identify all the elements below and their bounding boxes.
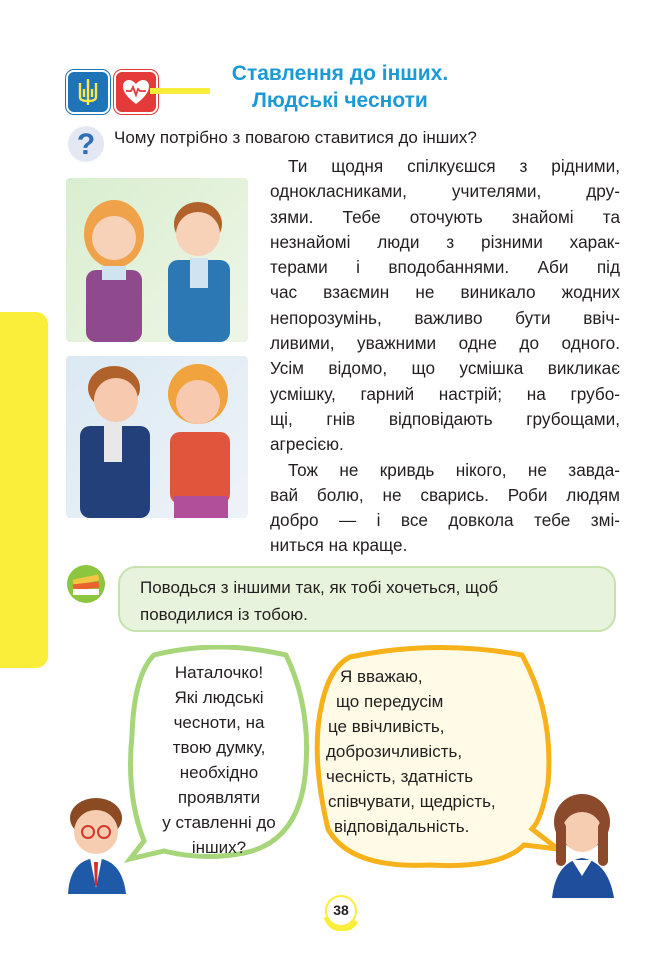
text-line: ливими, уважними одне до одного. bbox=[270, 333, 620, 354]
question-text: Чому потрібно з повагою ставитися до інших? bbox=[114, 128, 477, 147]
text-line: Усім відомо, що усмішка викликає bbox=[270, 358, 620, 379]
bubble-left-text bbox=[140, 660, 298, 860]
bubble-right-line: співчувати, щедрість, bbox=[328, 792, 496, 811]
illustration-arguing-kids bbox=[66, 356, 248, 518]
text-line: незнайомі люди з різними харак- bbox=[270, 231, 620, 252]
text-line: щі, гнів відповідають грубощами, bbox=[270, 408, 620, 429]
bubble-left-line: чесноти, на bbox=[173, 713, 265, 732]
text-line: однокласниками, учителями, дру- bbox=[270, 181, 620, 202]
bubble-left-line: проявляти bbox=[177, 788, 261, 807]
header-icons bbox=[66, 70, 158, 114]
main-text bbox=[270, 154, 620, 559]
text-line: Тож не кривдь нікого, не завда- bbox=[288, 459, 620, 480]
page-title bbox=[190, 60, 490, 114]
bubble-right-line: відповідальність. bbox=[334, 817, 470, 836]
text-line: усмішку, гарний настрій; на грубо- bbox=[270, 383, 620, 404]
girl-avatar bbox=[548, 792, 618, 903]
boy-avatar bbox=[62, 796, 132, 899]
paragraph-2 bbox=[270, 458, 620, 559]
bubble-right-line: чесність, здатність bbox=[326, 767, 474, 786]
bubble-right-line: що передусім bbox=[336, 692, 444, 711]
text-line: зями. Тебе оточують знайомі та bbox=[270, 206, 620, 227]
note-line-2: поводилися із тобою. bbox=[140, 605, 308, 624]
text-line: вай болю, не сварись. Роби людям bbox=[270, 484, 620, 505]
bubble-left-line: Які людські bbox=[174, 688, 264, 707]
illustration-friendly-kids bbox=[66, 178, 248, 342]
paragraph-1 bbox=[270, 154, 620, 458]
text-line: агресією. bbox=[270, 434, 344, 455]
bubble-right-line: доброзичливість, bbox=[326, 742, 463, 761]
text-line: Ти щодня спілкуєшся з рідними, bbox=[288, 156, 620, 176]
title-line-1: Ставлення до інших. bbox=[231, 62, 449, 85]
text-line: час взаємин не виникало жодних bbox=[270, 282, 620, 303]
title-line-2: Людські чесноти bbox=[252, 89, 428, 112]
note-line-1: Поводься з іншими так, як тобі хочеться, щоб bbox=[140, 578, 499, 597]
text-line: непорозумінь, важливо бути ввіч- bbox=[270, 307, 620, 328]
bubble-right-line: це ввічливість, bbox=[328, 717, 445, 736]
bubble-left-line: необхідно bbox=[179, 763, 259, 782]
text-line: добро — і все довкола тебе змі- bbox=[270, 510, 620, 531]
bubble-left-line: у ставленні до bbox=[162, 813, 276, 832]
side-tab bbox=[0, 312, 48, 668]
question-mark-icon bbox=[66, 124, 106, 169]
bubble-left-line: твою думку, bbox=[172, 738, 266, 757]
rule-note bbox=[118, 566, 616, 632]
book-note-icon bbox=[64, 564, 108, 609]
bubble-left-line: Наталочко! bbox=[174, 663, 264, 682]
bubble-right-text bbox=[326, 664, 546, 839]
text-line: ниться на краще. bbox=[270, 535, 408, 556]
bubble-left-line: інших? bbox=[191, 838, 247, 857]
text-line: терами і вподобаннями. Аби під bbox=[270, 257, 620, 278]
bubble-right-line: Я вважаю, bbox=[340, 667, 423, 686]
page-number: 38 bbox=[333, 902, 349, 918]
trident-emblem-icon bbox=[66, 70, 110, 114]
svg-text:?: ? bbox=[76, 128, 96, 161]
